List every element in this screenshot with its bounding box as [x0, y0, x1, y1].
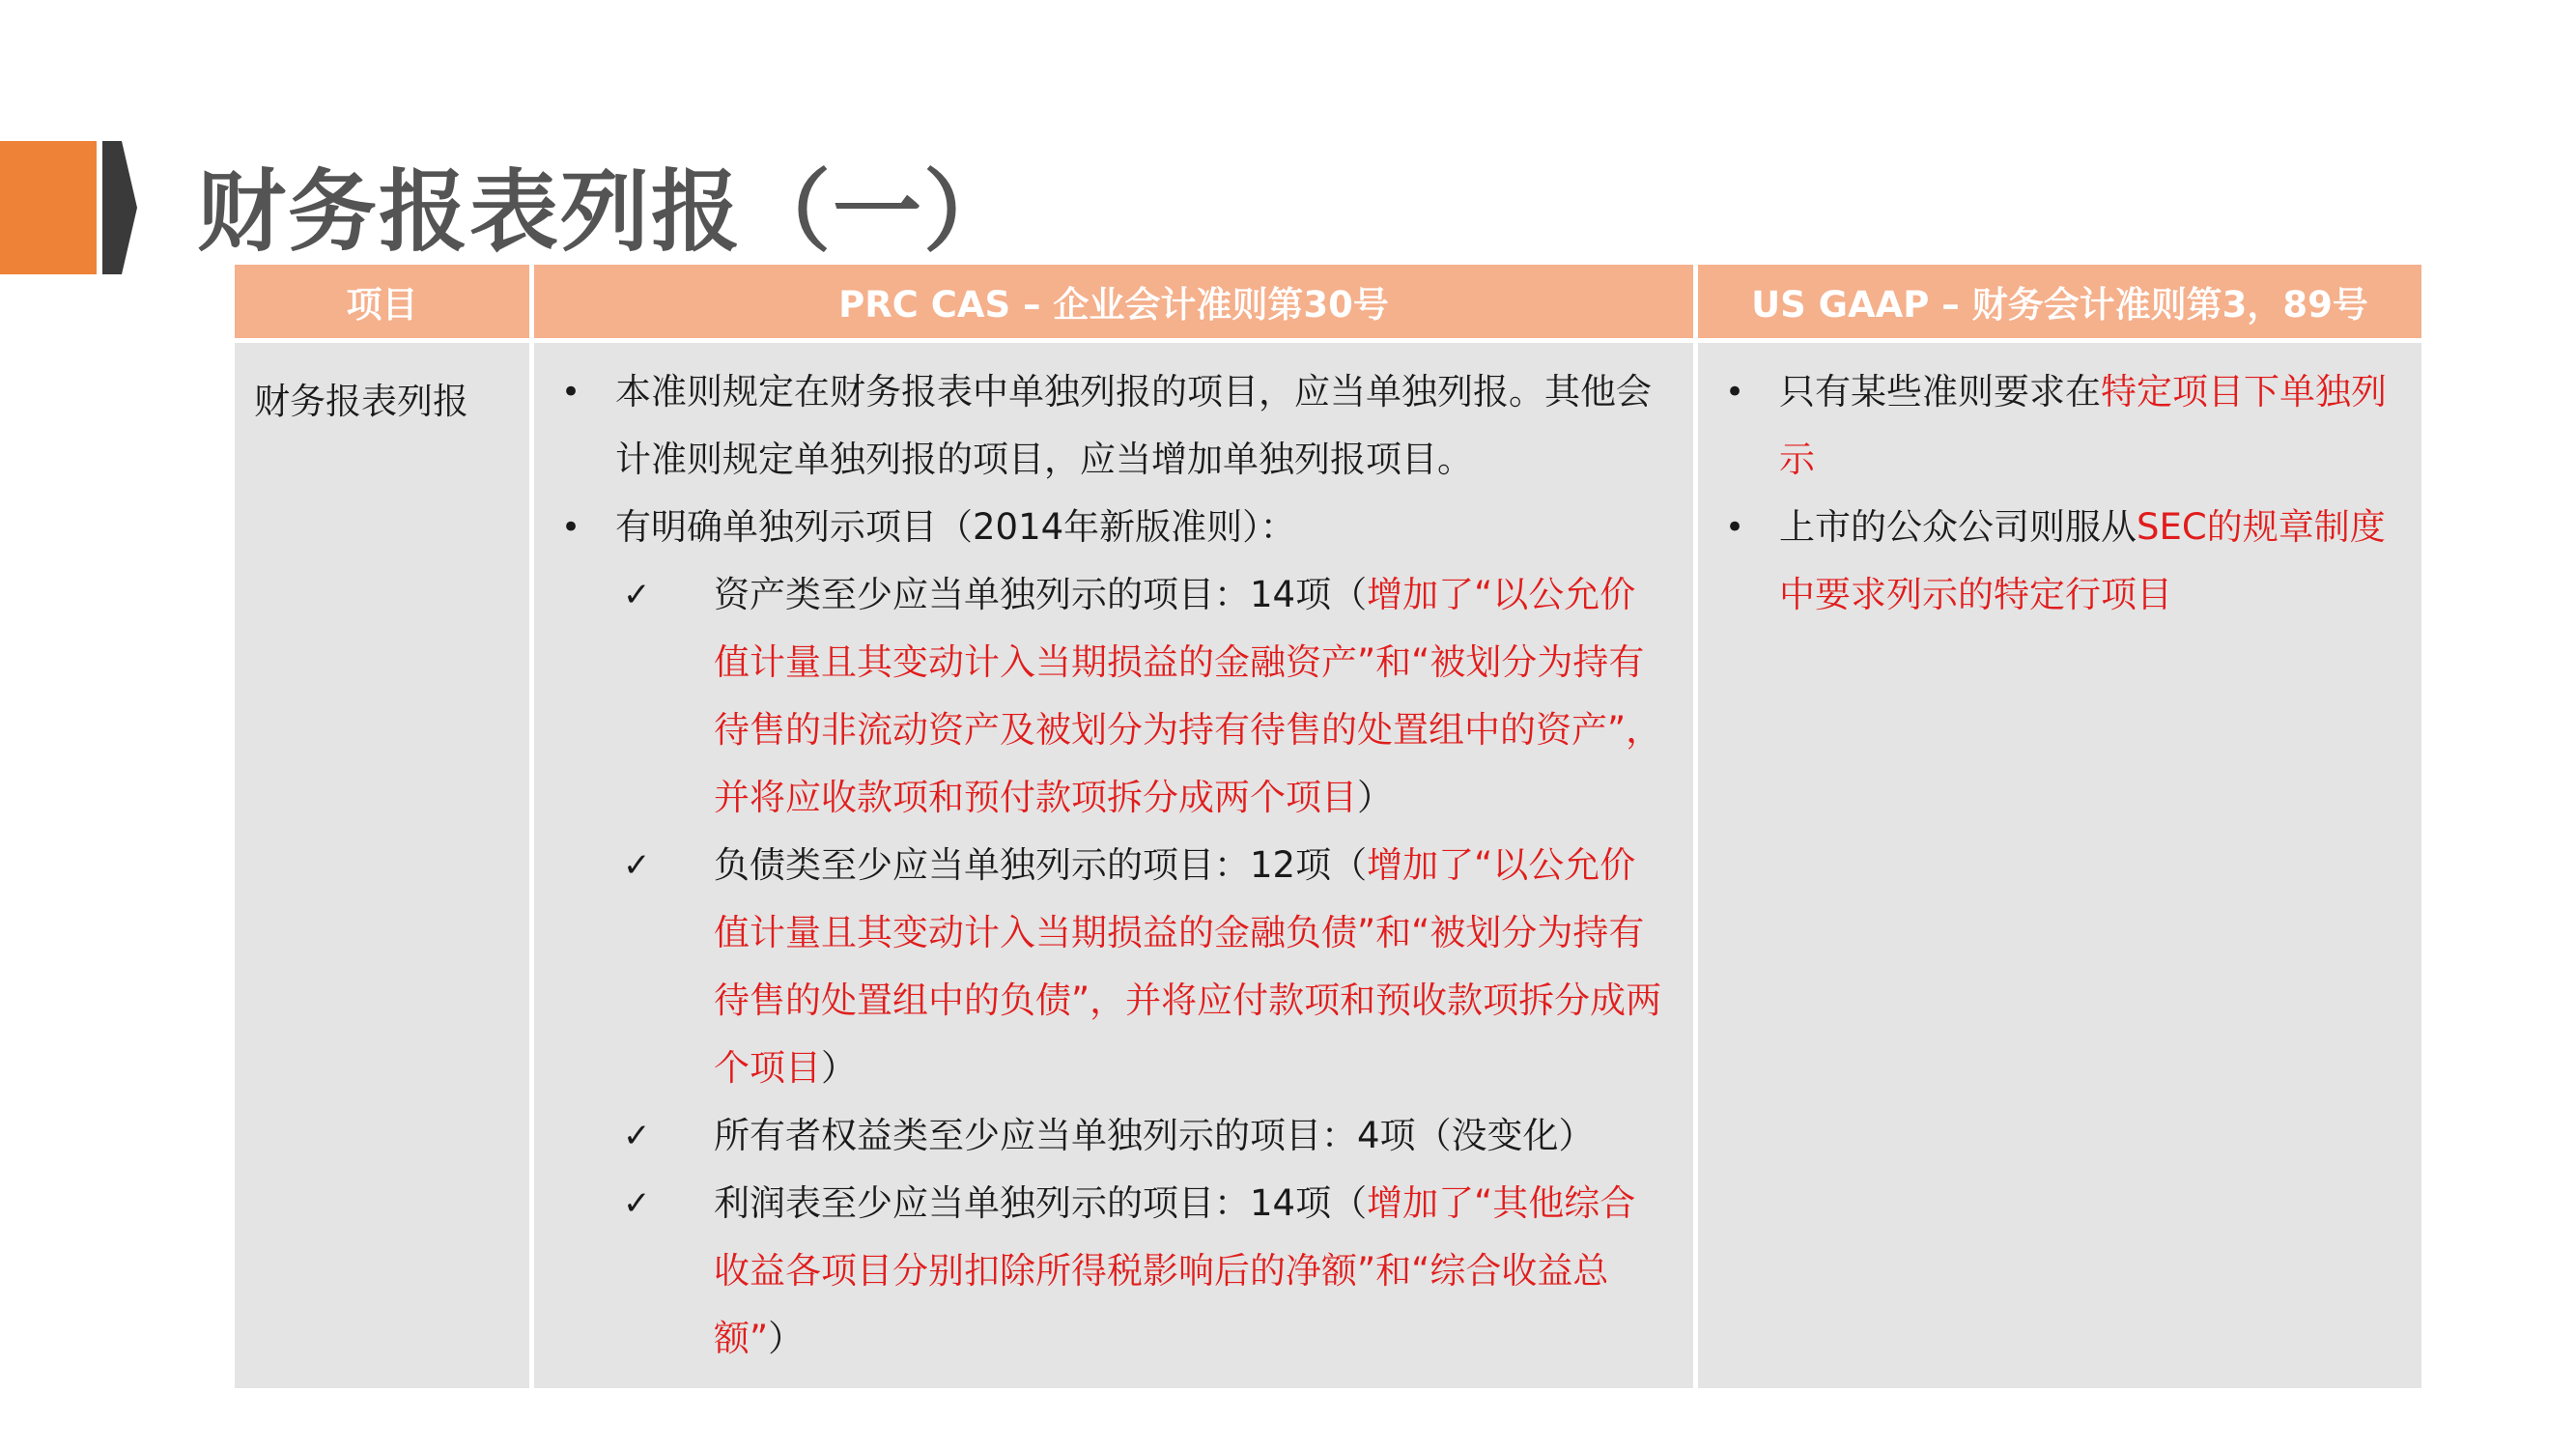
us-gaap-cell — [1698, 343, 2421, 1388]
us-bullet-1-highlight: 特定项目下单独列示 — [1779, 371, 2387, 480]
check-tail: ） — [1357, 777, 1393, 818]
header-item: 项目 — [235, 265, 529, 338]
list-item — [552, 494, 1670, 561]
check-item — [615, 832, 1670, 1102]
prc-bullet-2: 有明确单独列示项目（2014年新版准则）： — [615, 506, 1296, 548]
list-item — [552, 358, 1670, 494]
check-item — [615, 1170, 1670, 1373]
header-us-gaap: US GAAP – 财务会计准则第3，89号 — [1698, 265, 2421, 338]
title-accent-block — [0, 141, 97, 274]
list-item — [1715, 494, 2398, 629]
check-highlight: 增加了“其他综合收益各项目分别扣除所得税影响后的净额”和“综合收益总额” — [714, 1182, 1636, 1359]
page-title: 财务报表列报（一） — [197, 160, 1015, 264]
check-text: 所有者权益类至少应当单独列示的项目：4项（没变化） — [714, 1115, 1595, 1156]
us-bullet-2-highlight: SEC的规章制度中要求列示的特定行项目 — [1779, 506, 2386, 615]
header-prc-cas: PRC CAS – 企业会计准则第30号 — [534, 265, 1693, 338]
checkmark-icon: ✓ — [623, 1184, 651, 1223]
check-text: 利润表至少应当单独列示的项目：14项（ — [714, 1182, 1368, 1224]
check-item — [615, 561, 1670, 832]
checkmark-icon: ✓ — [623, 846, 651, 885]
check-highlight: 增加了“以公允价值计量且其变动计入当期损益的金融资产”和“被划分为持有待售的非流动资产及被划分为持有待售的处置组中的资产”，并将应收款项和预付款项拆分成两个项目 — [714, 574, 1662, 818]
check-highlight: 增加了“以公允价值计量且其变动计入当期损益的金融负债”和“被划分为持有待售的处置组中的负债”，并将应付款项和预收款项拆分成两个项目 — [714, 844, 1662, 1089]
bullet-icon: • — [1725, 373, 1745, 412]
check-tail: ） — [768, 1318, 805, 1359]
prc-bullet-1: 本准则规定在财务报表中单独列报的项目，应当单独列报。其他会计准则规定单独列报的项目，应当增加单独列报项目。 — [615, 371, 1652, 480]
bullet-icon: • — [561, 373, 581, 412]
comparison-table — [230, 265, 2426, 1388]
check-tail: ） — [821, 1047, 857, 1089]
check-text: 负债类至少应当单独列示的项目：12项（ — [714, 844, 1368, 886]
bullet-icon: • — [561, 508, 581, 547]
checkmark-icon: ✓ — [623, 576, 651, 614]
chevron-icon — [102, 141, 137, 274]
checkmark-icon: ✓ — [623, 1117, 651, 1155]
us-bullet-1-text: 只有某些准则要求在 — [1779, 371, 2101, 412]
us-bullet-2-text: 上市的公众公司则服从 — [1779, 506, 2137, 548]
list-item — [1715, 358, 2398, 494]
check-item — [615, 1102, 1670, 1170]
prc-cas-cell — [534, 343, 1693, 1388]
bullet-icon: • — [1725, 508, 1745, 547]
row-label: 财务报表列报 — [235, 343, 529, 1388]
check-text: 资产类至少应当单独列示的项目：14项（ — [714, 574, 1368, 615]
